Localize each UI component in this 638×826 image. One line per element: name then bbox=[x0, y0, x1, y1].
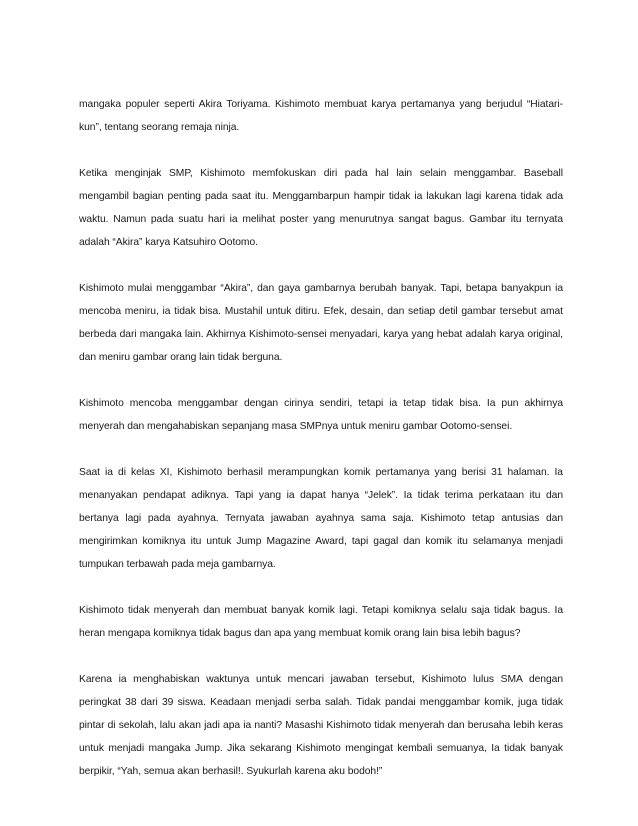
paragraph-3: Kishimoto mulai menggambar “Akira”, dan gaya gambarnya berubah banyak. Tapi, betapa banyakpun ia mencoba meniru, ia tidak bisa. Mustahil untuk ditiru. Efek, desain, dan setiap detil gambar tersebut amat berbeda dari mangaka lain. Akhirnya Kishimoto-sensei menyadari, karya yang hebat adalah karya original, dan meniru gambar orang lain tidak berguna. bbox=[79, 283, 563, 363]
paragraph-2: Ketika menginjak SMP, Kishimoto memfokuskan diri pada hal lain selain menggambar. Baseball mengambil bagian penting pada saat itu. Menggambarpun hampir tidak ia lakukan lagi karena tidak ada waktu. Namun pada suatu hari ia melihat poster yang menurutnya sangat bagus. Gambar itu ternyata adalah “Akira” karya Katsuhiro Ootomo. bbox=[79, 168, 563, 248]
paragraph-1: mangaka populer seperti Akira Toriyama. Kishimoto membuat karya pertamanya yang berjudul “Hiatari-kun”, tentang seorang remaja ninja. bbox=[79, 99, 563, 133]
paragraph-4: Kishimoto mencoba menggambar dengan cirinya sendiri, tetapi ia tetap tidak bisa. Ia pun akhirnya menyerah dan mengahabiskan sepanjang masa SMPnya untuk meniru gambar Ootomo-sensei. bbox=[79, 398, 563, 432]
document-body bbox=[79, 93, 563, 806]
paragraph-7: Karena ia menghabiskan waktunya untuk mencari jawaban tersebut, Kishimoto lulus SMA dengan peringkat 38 dari 39 siswa. Keadaan menjadi serba salah. Tidak pandai menggambar komik, juga tidak pintar di sekolah, lalu akan jadi apa ia nanti? Masashi Kishimoto tidak menyerah dan berusaha lebih keras untuk menjadi mangaka Jump. Jika sekarang Kishimoto mengingat kembali semuanya, Ia tidak banyak berpikir, “Yah, semua akan berhasil!. Syukurlah karena aku bodoh!” bbox=[79, 674, 563, 777]
paragraph-6: Kishimoto tidak menyerah dan membuat banyak komik lagi. Tetapi komiknya selalu saja tidak bagus. Ia heran mengapa komiknya tidak bagus dan apa yang membuat komik orang lain bisa lebih bagus? bbox=[79, 605, 563, 639]
paragraph-5: Saat ia di kelas XI, Kishimoto berhasil merampungkan komik pertamanya yang berisi 31 halaman. Ia menanyakan pendapat adiknya. Tapi yang ia dapat hanya “Jelek”. Ia tidak terima perkataan itu dan bertanya lagi pada ayahnya. Ternyata jawaban ayahnya sama saja. Kishimoto tetap antusias dan mengirimkan komiknya itu untuk Jump Magazine Award, tapi gagal dan komik itu selamanya menjadi tumpukan terbawah pada meja gambarnya. bbox=[79, 467, 563, 570]
